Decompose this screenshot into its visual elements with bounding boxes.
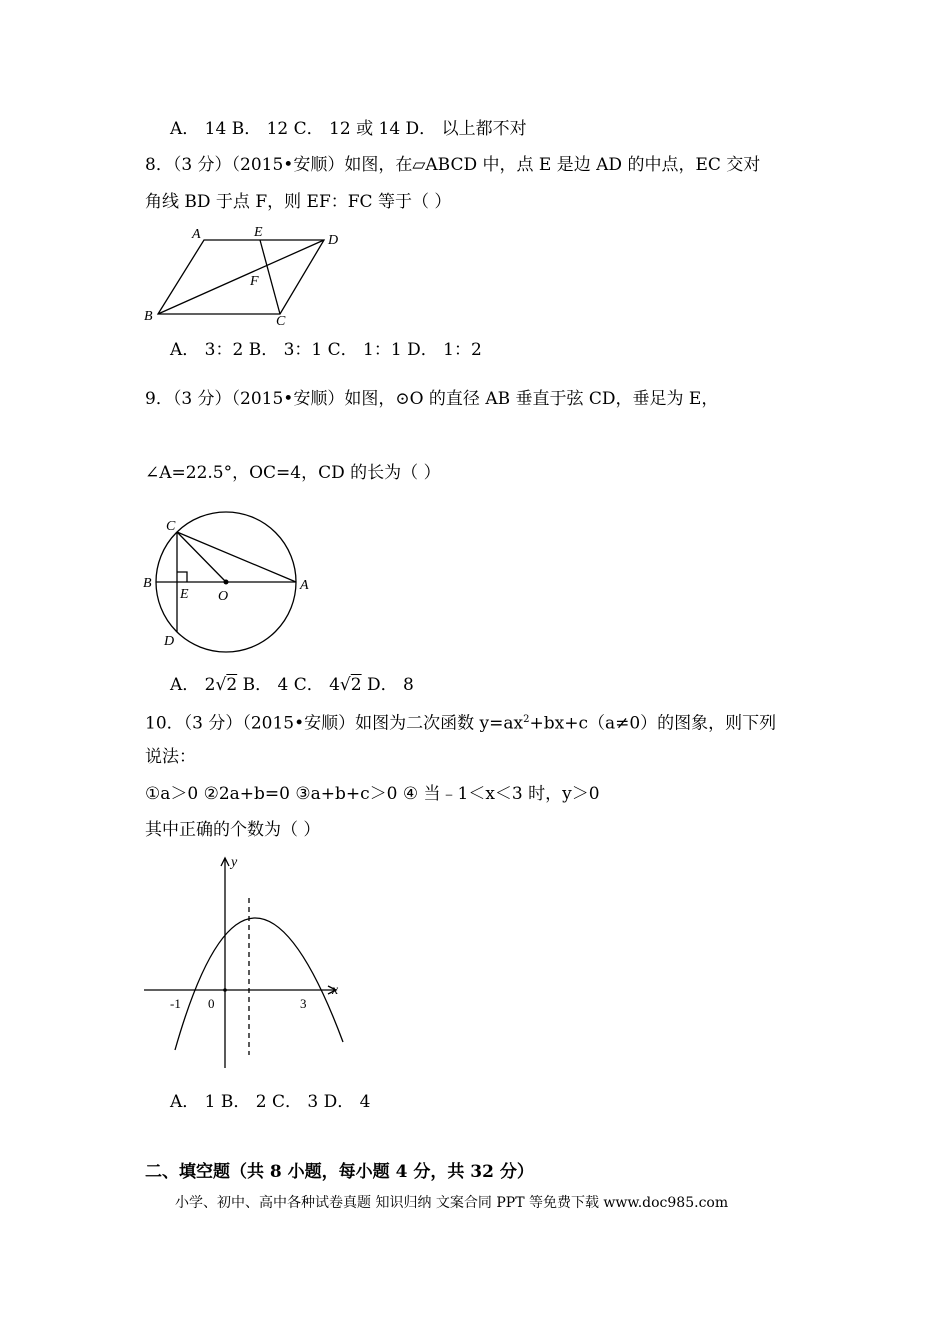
label-A: A xyxy=(192,227,201,242)
q9-option-a-radicand: 2 xyxy=(226,675,238,695)
label-F: F xyxy=(250,274,259,289)
q10-text-line1 xyxy=(145,709,776,735)
tick-zero: 0 xyxy=(208,996,215,1011)
q10-text-line2: 说法： xyxy=(145,747,196,767)
label-C: C xyxy=(166,519,176,534)
q10-exponent: 2 xyxy=(523,714,530,725)
q9-text-line1: 9．（3 分）（2015•安顺）如图，⊙O 的直径 AB 垂直于弦 CD，垂足为 E， xyxy=(145,389,719,409)
q9-option-b-c: B． 4 C． 4 xyxy=(237,675,340,695)
sqrt-symbol: √2 xyxy=(215,675,238,695)
q7-options: A． 14 B． 12 C． 12 或 14 D． 以上都不对 xyxy=(170,119,527,139)
label-D: D xyxy=(328,233,339,248)
tick-three: 3 xyxy=(300,996,307,1011)
q8-options: A． 3：2 B． 3：1 C． 1：1 D． 1：2 xyxy=(170,340,482,360)
page-footer: 小学、初中、高中各种试卷真题 知识归纳 文案合同 PPT 等免费下载 www.doc985.com xyxy=(175,1195,729,1211)
q10-text-suffix: +bx+c（a≠0）的图象，则下列 xyxy=(529,713,777,734)
parabola-graph xyxy=(140,850,350,1075)
q9-text-line2: ∠A=22.5°，OC=4，CD 的长为（ ） xyxy=(145,463,441,483)
x-axis-label: x xyxy=(332,983,339,998)
label-C: C xyxy=(276,314,286,329)
y-axis-label: y xyxy=(231,855,238,870)
q9-option-d: D． 8 xyxy=(361,675,414,695)
section-heading: 二、填空题（共 8 小题，每小题 4 分，共 32 分） xyxy=(145,1162,534,1182)
label-D: D xyxy=(164,634,175,649)
label-E: E xyxy=(180,587,189,602)
label-B: B xyxy=(144,309,153,324)
circle-figure xyxy=(140,510,320,660)
q9-option-c-radicand: 2 xyxy=(350,675,362,695)
label-A: A xyxy=(300,578,309,593)
q10-text-line3: ①a＞0 ②2a+b=0 ③a+b+c＞0 ④ 当﹣1＜x＜3 时，y＞0 xyxy=(145,784,600,804)
tick-neg1: -1 xyxy=(170,996,181,1011)
label-B: B xyxy=(143,576,152,591)
label-O: O xyxy=(218,589,229,604)
q10-options: A． 1 B． 2 C． 3 D． 4 xyxy=(170,1092,371,1112)
label-E: E xyxy=(254,225,263,240)
parallelogram-figure xyxy=(140,222,345,330)
q9-option-a-prefix: A． 2 xyxy=(170,675,216,695)
q8-text-line1: 8．（3 分）（2015•安顺）如图，在▱ABCD 中，点 E 是边 AD 的中点，EC 交对 xyxy=(145,155,761,175)
q10-text-prefix: 10．（3 分）（2015•安顺）如图为二次函数 y=ax xyxy=(145,713,524,734)
q8-text-line2: 角线 BD 于点 F，则 EF：FC 等于（ ） xyxy=(145,192,452,212)
q9-options xyxy=(170,674,414,696)
sqrt-symbol: √2 xyxy=(339,675,362,695)
q10-text-line4: 其中正确的个数为（ ） xyxy=(145,820,321,840)
